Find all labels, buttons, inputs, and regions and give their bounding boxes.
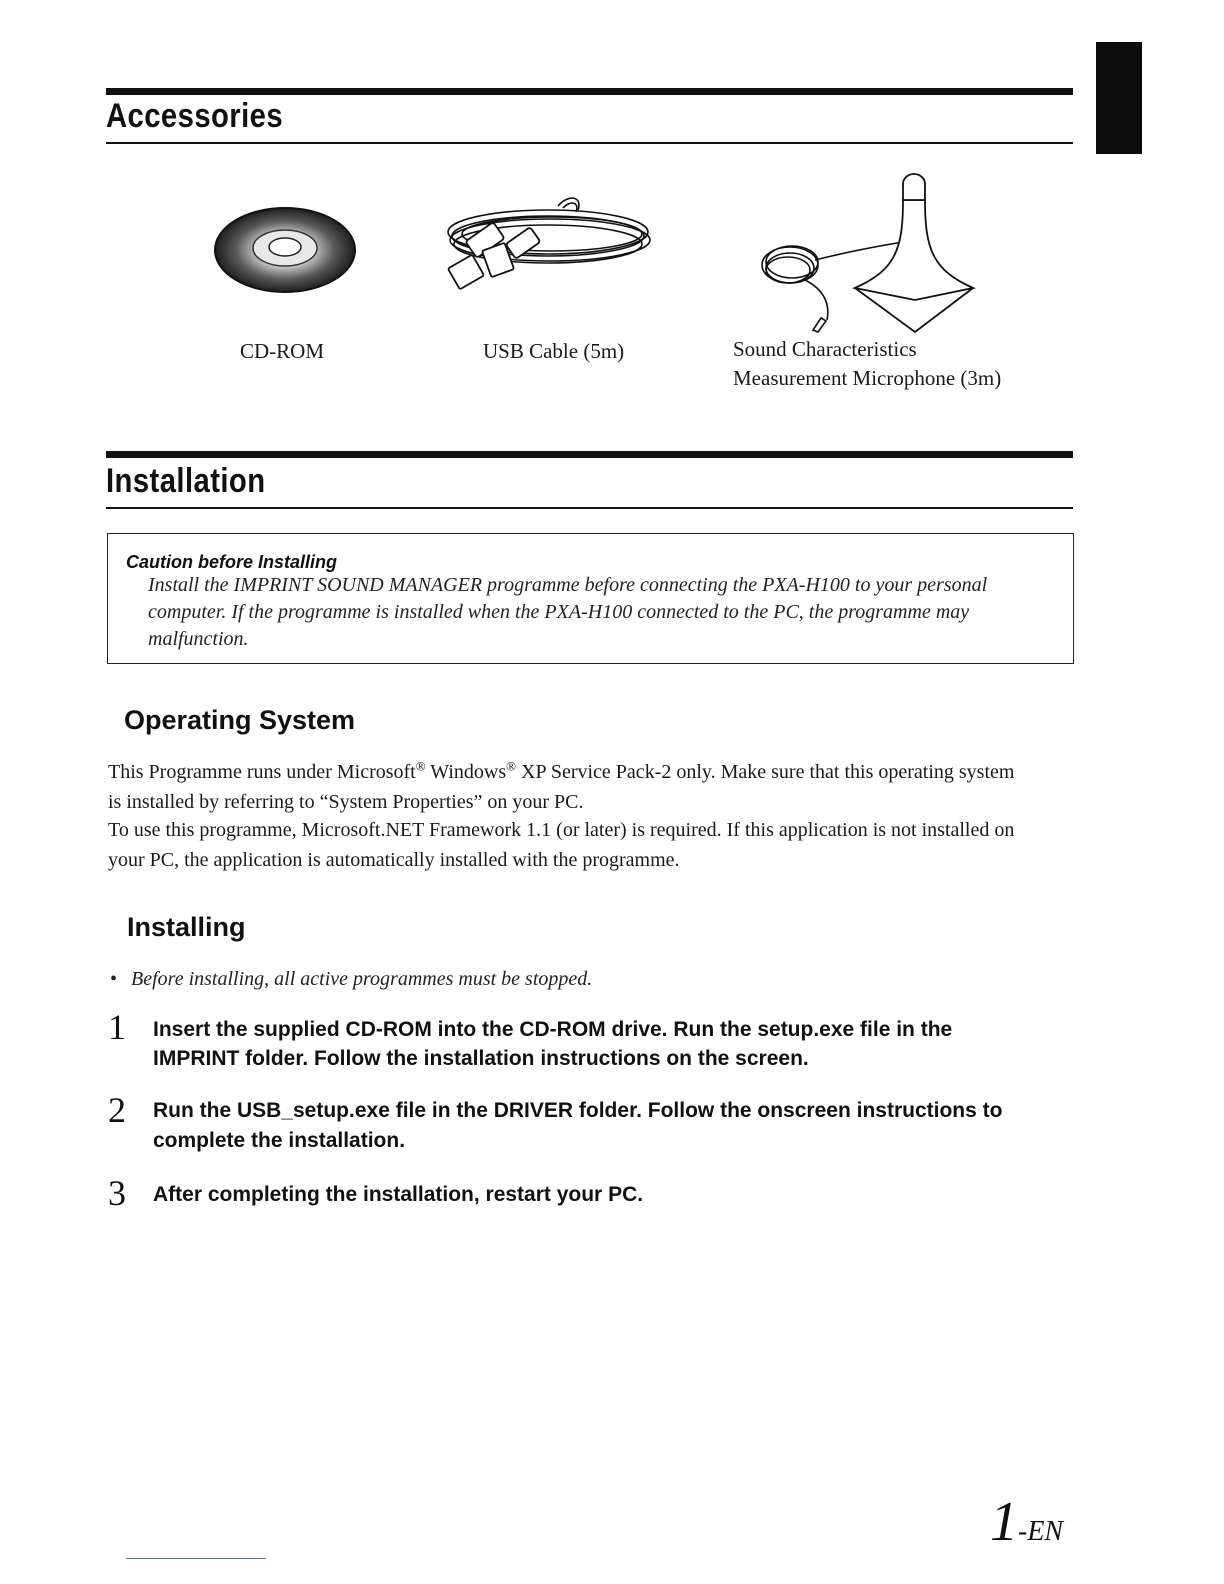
caution-line-3: malfunction. [148, 628, 249, 650]
usb-cable-label: USB Cable (5m) [483, 339, 625, 363]
os-paragraph-2-line-2: your PC, the application is automatically installed with the programme. [108, 849, 680, 871]
step-number: 1 [108, 1007, 126, 1047]
installing-title: Installing [127, 912, 246, 942]
caution-line-2: computer. If the programme is installed when the PXA-H100 connected to the PC, the programme may [148, 601, 970, 623]
registered-mark: ® [506, 758, 517, 774]
cd-rom-icon [212, 200, 362, 300]
step-2-line-1: Run the USB_setup.exe file in the DRIVER folder. Follow the onscreen instructions to [153, 1099, 1003, 1122]
microphone-label-line2: Measurement Microphone (3m) [733, 366, 1002, 390]
page-number [990, 1490, 1063, 1554]
step-1-line-2: IMPRINT folder. Follow the installation instructions on the screen. [153, 1047, 809, 1070]
page-number-suffix: -EN [1018, 1516, 1064, 1547]
installation-bottom-rule [106, 507, 1073, 509]
installing-bullet [110, 968, 592, 991]
accessories-bottom-rule [106, 142, 1073, 144]
cd-rom-label: CD-ROM [240, 339, 325, 363]
accessories-title: Accessories [106, 97, 284, 135]
caution-box [107, 533, 1074, 664]
os-p1-text-a: This Programme runs under Microsoft [108, 761, 416, 783]
step-2-line-2: complete the installation. [153, 1129, 406, 1152]
usb-cable-icon [438, 186, 663, 301]
step-1-line-1: Insert the supplied CD-ROM into the CD-ROM drive. Run the setup.exe file in the [153, 1018, 953, 1041]
page-number-digit: 1 [990, 1491, 1018, 1553]
os-paragraph-2-line-1: To use this programme, Microsoft.NET Framework 1.1 (or later) is required. If this application is not installed on [108, 819, 1015, 841]
footer-rule [126, 1558, 266, 1559]
step-number: 3 [108, 1173, 126, 1213]
registered-mark: ® [415, 758, 426, 774]
microphone-icon [755, 170, 985, 335]
microphone-label-line1: Sound Characteristics [733, 337, 917, 361]
installation-top-rule [106, 451, 1073, 458]
section-tab-marker [1096, 42, 1142, 154]
os-p1-text-c: XP Service Pack-2 only. Make sure that this operating system [516, 761, 1015, 783]
step-number: 2 [108, 1090, 126, 1130]
bullet-text: Before installing, all active programmes must be stopped. [131, 968, 593, 990]
installation-title: Installation [106, 462, 266, 500]
os-paragraph-1-line-1 [108, 758, 1014, 787]
step-3-line-1: After completing the installation, restart your PC. [153, 1183, 644, 1206]
caution-title: Caution before Installing [126, 552, 338, 572]
accessories-top-rule [106, 88, 1073, 95]
bullet-dot: • [110, 968, 118, 990]
caution-line-1: Install the IMPRINT SOUND MANAGER programme before connecting the PXA-H100 to your personal [148, 574, 988, 596]
os-p1-text-b: Windows [425, 761, 507, 783]
operating-system-title: Operating System [124, 705, 356, 735]
os-paragraph-1-line-2: is installed by referring to “System Properties” on your PC. [108, 791, 584, 813]
